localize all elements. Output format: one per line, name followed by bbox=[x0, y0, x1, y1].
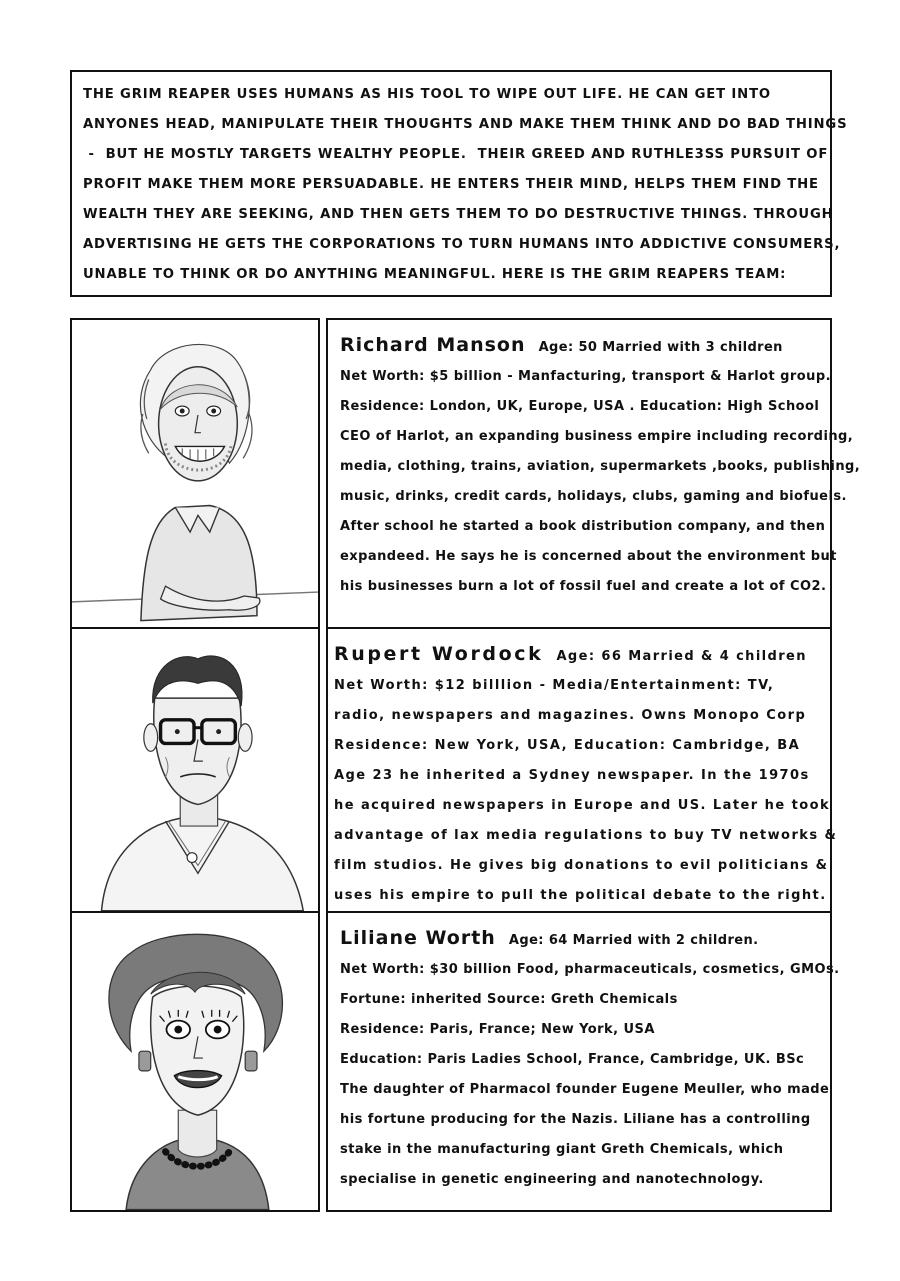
profile-header bbox=[334, 637, 824, 671]
profile-liliane-worth bbox=[326, 911, 840, 1212]
profile-line: Residence: New York, USA, Education: Cambridge, BA bbox=[334, 738, 801, 753]
profile-name: Liliane Worth bbox=[340, 927, 496, 949]
profile-rupert-wordock bbox=[326, 627, 838, 913]
profile-age-family: Age: 64 Married with 2 children. bbox=[508, 933, 759, 948]
profile-name: Rupert Wordock bbox=[334, 643, 544, 665]
portrait-richard-manson bbox=[70, 318, 320, 629]
profile-line: stake in the manufacturing giant Greth Chemicals, which bbox=[340, 1142, 784, 1157]
profile-line: Age 23 he inherited a Sydney newspaper. In the 1970s bbox=[334, 768, 810, 783]
profile-line: his businesses burn a lot of fossil fuel and create a lot of CO2. bbox=[340, 579, 827, 594]
intro-line: - BUT HE MOSTLY TARGETS WEALTHY PEOPLE. THEIR GREED AND RUTHLE3SS PURSUIT OF bbox=[83, 147, 829, 162]
intro-line: THE GRIM REAPER USES HUMANS AS HIS TOOL TO WIPE OUT LIFE. HE CAN GET INTO bbox=[83, 87, 771, 102]
intro-line: UNABLE TO THINK OR DO ANYTHING MEANINGFUL. HERE IS THE GRIM REAPERS TEAM: bbox=[83, 267, 787, 282]
profile-line: expandeed. He says he is concerned about the environment but bbox=[340, 549, 837, 564]
profile-line: film studios. He gives big donations to evil politicians & bbox=[334, 858, 829, 873]
rupert-wordock-drawing bbox=[72, 629, 318, 911]
profile-line: Education: Paris Ladies School, France, Cambridge, UK. BSc bbox=[340, 1052, 805, 1067]
profile-line: radio, newspapers and magazines. Owns Monopo Corp bbox=[334, 708, 807, 723]
profile-line: media, clothing, trains, aviation, supermarkets ,books, publishing, bbox=[340, 459, 861, 474]
intro-line: ANYONES HEAD, MANIPULATE THEIR THOUGHTS AND MAKE THEM THINK AND DO BAD THINGS bbox=[83, 117, 848, 132]
profile-line: he acquired newspapers in Europe and US. Later he took bbox=[334, 798, 831, 813]
richard-manson-drawing bbox=[72, 320, 318, 627]
intro-line: ADVERTISING HE GETS THE CORPORATIONS TO TURN HUMANS INTO ADDICTIVE CONSUMERS, bbox=[83, 237, 841, 252]
portrait-rupert-wordock bbox=[70, 627, 320, 913]
profile-header bbox=[340, 328, 824, 362]
profile-line: Residence: Paris, France; New York, USA bbox=[340, 1022, 655, 1037]
profile-header bbox=[340, 921, 824, 955]
profile-line: Fortune: inherited Source: Greth Chemicals bbox=[340, 992, 678, 1007]
portrait-liliane-worth bbox=[70, 911, 320, 1212]
profile-richard-manson bbox=[326, 318, 861, 629]
intro-line: PROFIT MAKE THEM MORE PERSUADABLE. HE ENTERS THEIR MIND, HELPS THEM FIND THE bbox=[83, 177, 819, 192]
intro-line: WEALTH THEY ARE SEEKING, AND THEN GETS THEM TO DO DESTRUCTIVE THINGS. THROUGH bbox=[83, 207, 834, 222]
profile-name: Richard Manson bbox=[340, 334, 526, 356]
profile-line: Residence: London, UK, Europe, USA . Education: High School bbox=[340, 399, 820, 414]
profile-line: Net Worth: $12 billlion - Media/Entertainment: TV, bbox=[334, 678, 775, 693]
profile-line: advantage of lax media regulations to buy TV networks & bbox=[334, 828, 838, 843]
profile-line: music, drinks, credit cards, holidays, clubs, gaming and biofuels. bbox=[340, 489, 847, 504]
profile-age-family: Age: 66 Married & 4 children bbox=[556, 649, 807, 664]
profile-line: The daughter of Pharmacol founder Eugene Meuller, who made bbox=[340, 1082, 830, 1097]
profile-line: Net Worth: $5 billion - Manfacturing, transport & Harlot group. bbox=[340, 369, 832, 384]
intro-text-box bbox=[70, 70, 848, 297]
profile-line: Net Worth: $30 billion Food, pharmaceuticals, cosmetics, GMOs. bbox=[340, 962, 840, 977]
liliane-worth-drawing bbox=[72, 913, 318, 1210]
profile-line: uses his empire to pull the political debate to the right. bbox=[334, 888, 827, 903]
profile-line: specialise in genetic engineering and nanotechnology. bbox=[340, 1172, 764, 1187]
profile-age-family: Age: 50 Married with 3 children bbox=[538, 340, 783, 355]
profile-line: his fortune producing for the Nazis. Liliane has a controlling bbox=[340, 1112, 811, 1127]
profile-line: After school he started a book distribution company, and then bbox=[340, 519, 826, 534]
profile-line: CEO of Harlot, an expanding business empire including recording, bbox=[340, 429, 854, 444]
